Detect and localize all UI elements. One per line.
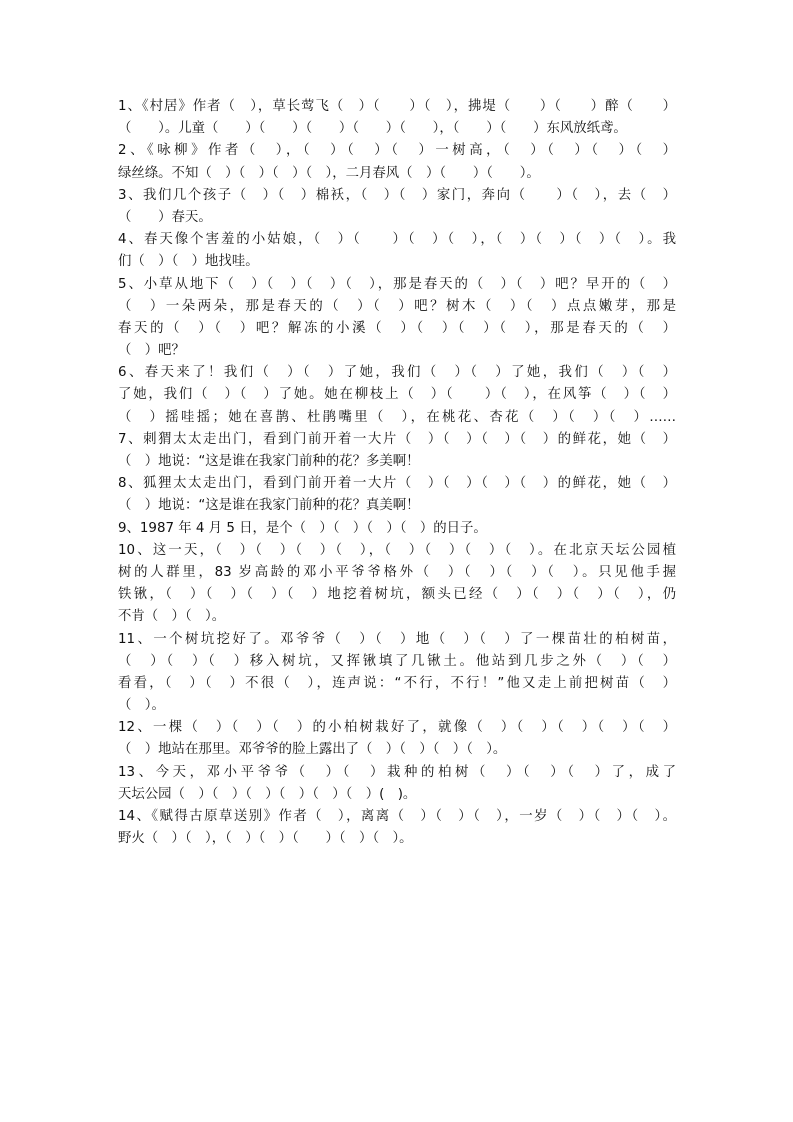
q3-line-2: （ ）春天。 bbox=[118, 209, 212, 225]
q12-line-2: （ ）地站在那里。邓爷爷的脸上露出了（ ）（ ）（ ）（ ）。 bbox=[118, 742, 507, 758]
q10-line-3: 铁锹，（ ）（ ）（ ）（ ）地挖着树坑，额头已经（ ）（ ）（ ）（ ），仍 bbox=[118, 587, 676, 603]
q3-line-1: 3、我们几个孩子（ ）（ ）棉袄，（ ）（ ）家门，奔向（ ）（ ），去（ ） bbox=[118, 187, 676, 203]
q7-line-1: 7、刺猬太太走出门，看到门前开着一大片（ ）（ ）（ ）（ ）的鲜花，她（ ） bbox=[118, 431, 676, 447]
q5-line-1: 5、小草从地下（ ）（ ）（ ）（ ），那是春天的（ ）（ ）吧？早开的（ ） bbox=[118, 276, 676, 292]
q7-line-2: （ ）地说：“这是谁在我家门前种的花？多美啊！ bbox=[118, 454, 420, 469]
q13-line-1: 13、今天，邓小平爷爷（ ）（ ）栽种的柏树（ ）（ ）（ ）了，成了 bbox=[118, 764, 676, 780]
q14-line-2: 野火（ ）（ ），（ ）（ ）（ ）（ ）（ ）。 bbox=[118, 831, 413, 847]
q8-line-1: 8、狐狸太太走出门，看到门前开着一大片（ ）（ ）（ ）（ ）的鲜花，她（ ） bbox=[118, 476, 676, 492]
q1-line-2: （ ）。儿童（ ）（ ）（ ）（ ）（ ），（ ）（ ）东风放纸鸢。 bbox=[118, 121, 627, 137]
q6-line-1: 6、春天来了！我们（ ）（ ）了她，我们（ ）（ ）了她，我们（ ）（ ） bbox=[118, 365, 676, 381]
q13-line-2: 天坛公园（ ）（ ）（ ）（ ）（ ）（ ）( )。 bbox=[118, 786, 417, 802]
q11-line-2: （ ）（ ）（ ）移入树坑，又挥锹填了几锹土。他站到几步之外（ ）（ ） bbox=[118, 653, 676, 669]
q8-line-2: （ ）地说：“这是谁在我家门前种的花？真美啊！ bbox=[118, 498, 420, 514]
q11-line-1: 11、一个树坑挖好了。邓爷爷（ ）（ ）地（ ）（ ）了一棵苗壮的柏树苗， bbox=[118, 631, 676, 647]
q10-line-1: 10、这一天，（ ）（ ）（ ）（ ），（ ）（ ）（ ）（ ）。在北京天坛公园植 bbox=[118, 542, 676, 558]
q9-line-1: 9、1987 年 4 月 5 日，是个（ ）（ ）（ ）（ ）的日子。 bbox=[118, 520, 487, 536]
q10-line-4: 不肯（ ）（ ）。 bbox=[118, 609, 226, 625]
q4-line-2: 们（ ）（ ）地找哇。 bbox=[118, 254, 259, 270]
q2-line-2: 绿丝绦。不知（ ）（ ）（ ）（ ），二月春风（ ）（ ）（ ）。 bbox=[118, 165, 540, 181]
q12-line-1: 12、一棵（ ）（ ）（ ）的小柏树栽好了，就像（ ）（ ）（ ）（ ）（ ） bbox=[118, 720, 676, 736]
q11-line-4: （ ）。 bbox=[118, 698, 165, 714]
q2-line-1: 2、《咏柳》作者（ ），（ ）（ ）（ ）一树高，（ ）（ ）（ ）（ ） bbox=[118, 143, 676, 159]
q5-line-4: （ ）吧？ bbox=[118, 343, 185, 359]
q11-line-3: 看看，（ ）（ ）不很（ ），连声说：“不行，不行！”他又走上前把树苗（ ） bbox=[118, 675, 676, 691]
q1-line-1: 1、《村居》作者（ ），草长莺飞（ ）（ ）（ ），拂堤（ ）（ ）醉（ ） bbox=[118, 99, 676, 114]
q4-line-1: 4、春天像个害羞的小姑娘，（ ）（ ）（ ）（ ），（ ）（ ）（ ）（ ）。我 bbox=[118, 232, 676, 248]
worksheet-content bbox=[118, 96, 676, 850]
q14-line-1: 14、《赋得古原草送别》作者（ ），离离（ ）（ ）（ ），一岁（ ）（ ）（ ）。 bbox=[118, 809, 676, 824]
q6-line-3: （ ）摇哇摇；她在喜鹊、杜鹃嘴里（ ），在桃花、杏花（ ）（ ）（ ）…… bbox=[118, 409, 676, 425]
q5-line-3: 春天的（ ）（ ）吧？解冻的小溪（ ）（ ）（ ）（ ），那是春天的（ ） bbox=[118, 320, 676, 336]
q10-line-2: 树的人群里，83 岁高龄的邓小平爷爷格外（ ）（ ）（ ）（ ）。只见他手握 bbox=[118, 564, 676, 580]
q6-line-2: 了她，我们（ ）（ ）了她。她在柳枝上（ ）（ ）（ ），在风筝（ ）（ ） bbox=[118, 387, 676, 403]
q5-line-2: （ ）一朵两朵，那是春天的（ ）（ ）吧？树木（ ）（ ）点点嫩芽，那是 bbox=[118, 298, 676, 314]
